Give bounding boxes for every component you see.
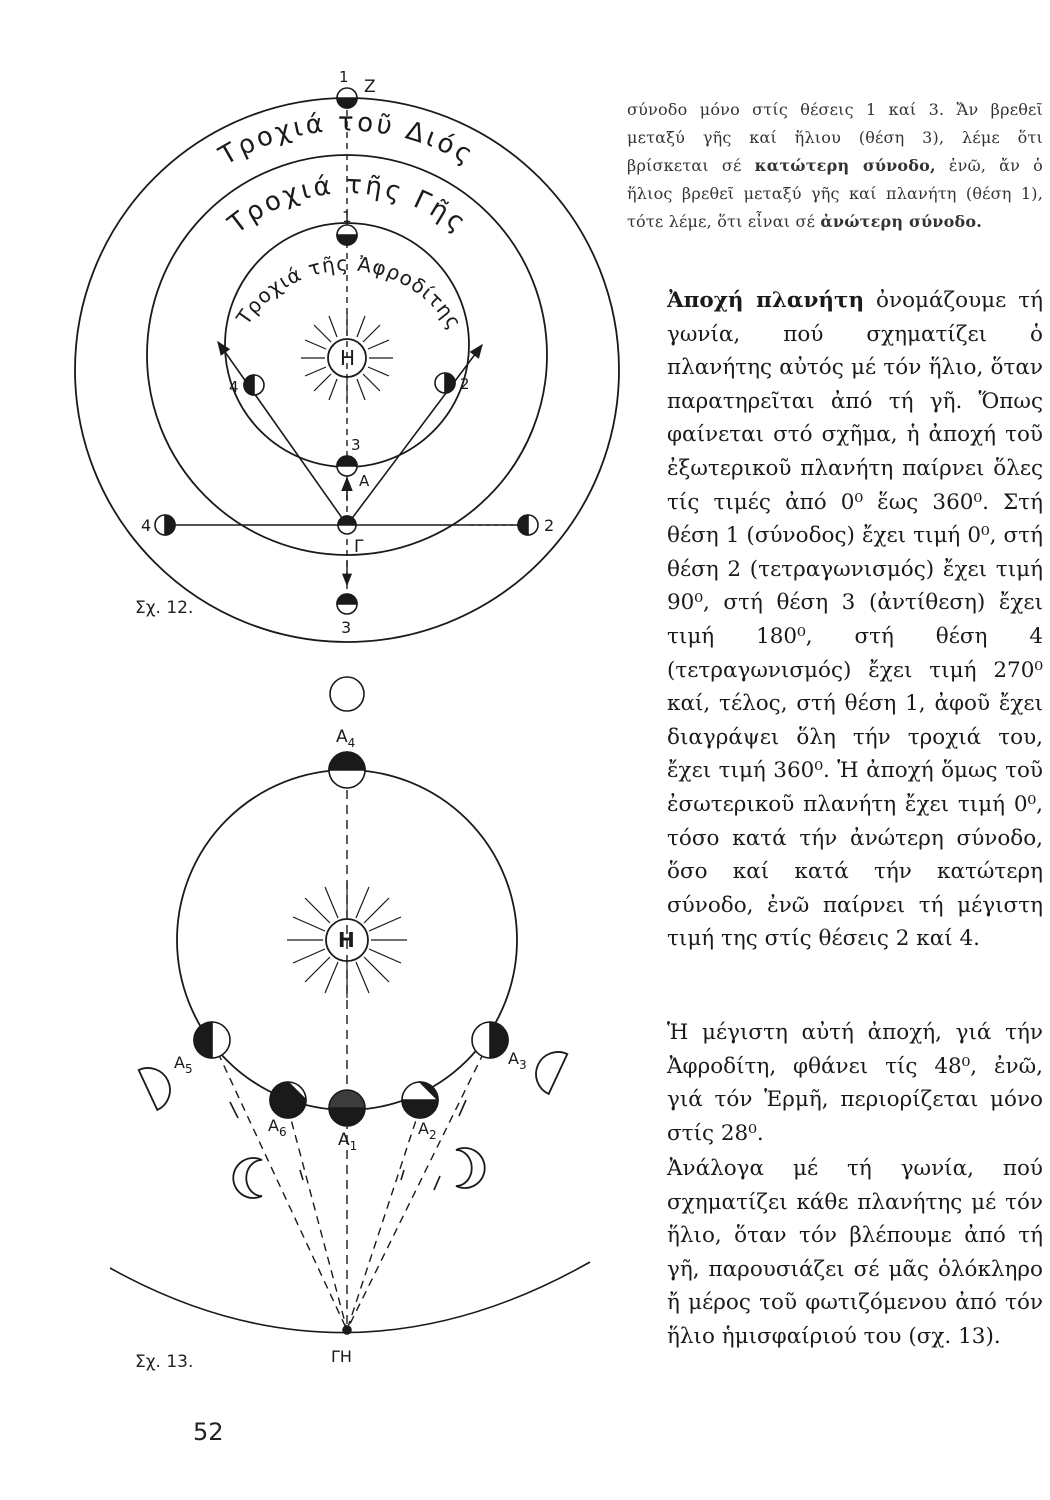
label-3-outer: 3 bbox=[341, 618, 352, 637]
earth-fig13 bbox=[343, 1326, 351, 1334]
phase-full-top bbox=[330, 677, 364, 711]
label-h-fig12: H bbox=[340, 346, 356, 370]
label-z: Z bbox=[364, 77, 376, 97]
label-2-inner: 2 bbox=[460, 375, 470, 393]
label-gh: ΓΗ bbox=[331, 1347, 352, 1366]
phase-crescent-left bbox=[233, 1158, 262, 1198]
paragraph-3: Ἡ μέγιστη αὐτή ἀποχή, γιά τήν Ἀφροδίτη, φθάνει τίς 48⁰, ἐνῶ, γιά τόν Ἑρμῆ, περιορίζεται μόνο στίς 28⁰. bbox=[667, 1020, 1043, 1146]
jupiter-pos-2 bbox=[518, 515, 538, 535]
label-4-inner: 4 bbox=[229, 378, 239, 396]
venus-pos-4 bbox=[244, 375, 264, 395]
label-1-top: 1 bbox=[339, 68, 349, 86]
phase-half-left bbox=[139, 1061, 178, 1110]
paragraph-1: σύνοδο μόνο στίς θέσεις 1 καί 3. Ἄν βρεθεῖ μεταξύ γῆς καί ἥλιου (θέση 3), λέμε ὅτι βρίσκεται σέ κατώτερη σύνοδο, ἐνῶ, ἄν ὁ ἥλιος βρεθεῖ μεταξύ γῆς καί πλανήτη (θέση 1), τότε λέμε, ὅτι εἶναι σέ ἀνώτερη σύνοδο. bbox=[627, 100, 1043, 231]
fig12-line-left bbox=[218, 342, 347, 525]
phase-crescent-right bbox=[456, 1148, 485, 1188]
jupiter-pos-1 bbox=[337, 88, 357, 108]
label-a: A bbox=[359, 472, 370, 490]
label-4-outer: 4 bbox=[141, 516, 152, 535]
paragraph-4: Ἀνάλογα μέ τή γωνία, πού σχηματίζει κάθε πλανήτης μέ τόν ἥλιο, ὅταν τόν βλέπουμε ἀπό τή γῆ, παρουσιάζει σέ μᾶς ὁλόκληρο ἤ μέρος τοῦ φωτιζόμενου ἀπό τόν ἥλιο ἡμισφαίριού του (σχ. 13). bbox=[667, 1156, 1043, 1349]
venus-a6 bbox=[270, 1082, 306, 1118]
venus-a3 bbox=[472, 1022, 508, 1058]
label-1-inner: 1 bbox=[342, 208, 352, 226]
label-a6: $A_6$ bbox=[268, 1116, 287, 1139]
label-a1: $A_1$ bbox=[338, 1130, 358, 1153]
paragraph-2: Ἀποχή πλανήτη ὀνομάζουμε τή γωνία, πού σχηματίζει ὁ πλανήτης αὐτός μέ τόν ἥλιο, ὅταν παρατηρεῖται ἀπό τή γῆ. Ὅπως φαίνεται στό σχῆμα, ἡ ἀποχή τοῦ ἐξωτερικοῦ πλανήτη παίρνει ὅλες τίς τιμές ἀπό 0⁰ ἕως 360⁰. Στή θέση 1 (σύνοδος) ἔχει τιμή 0⁰, στή θέση 2 (τετραγωνισμός) ἔχει τιμή 90⁰, στή θέση 3 (ἀντίθεση) ἔχει τιμή 180⁰, στή θέση 4 (τετραγωνισμός) ἔχει τιμή 270⁰ καί, τέλος, στή θέση 1, ἀφοῦ ἔχει διαγράψει ὅλη τήν τροχιά του, ἔχει τιμή 360⁰. Ἡ ἀποχή ὅμως τοῦ ἐσωτερικοῦ πλανήτη ἔχει τιμή 0⁰, τόσο κατά τήν ἀνώτερη σύνοδο, ὅσο καί κατά τήν κατώτερη σύνοδο, ἐνῶ παίρνει τή μέγιστη τιμή της στίς θέσεις 2 καί 4. bbox=[667, 288, 1043, 952]
fig12-line-right bbox=[347, 345, 482, 525]
jupiter-pos-3 bbox=[337, 594, 357, 614]
jupiter-pos-4 bbox=[155, 515, 175, 535]
venus-a2 bbox=[402, 1082, 438, 1118]
term-elongation: Ἀποχή πλανήτη bbox=[667, 288, 865, 313]
caption-fig12: Σχ. 12. bbox=[135, 598, 194, 618]
label-h-fig13: H bbox=[338, 928, 355, 952]
venus-a4 bbox=[329, 752, 365, 788]
label-3-inner: 3 bbox=[351, 436, 361, 454]
label-a2: $A_2$ bbox=[418, 1119, 437, 1142]
label-a5: $A_5$ bbox=[174, 1053, 193, 1076]
venus-pos-2 bbox=[435, 373, 455, 393]
venus-pos-1 bbox=[337, 225, 357, 245]
venus-a5 bbox=[194, 1022, 230, 1058]
label-g: Γ bbox=[354, 537, 364, 557]
label-a3: $A_3$ bbox=[508, 1049, 527, 1072]
venus-a1 bbox=[329, 1090, 365, 1126]
page-number: 52 bbox=[193, 1418, 224, 1446]
caption-fig13: Σχ. 13. bbox=[135, 1352, 194, 1372]
label-orbit-venus: Τροχιά τῆς Ἀφροδίτης bbox=[231, 251, 467, 334]
label-2-outer: 2 bbox=[544, 516, 555, 535]
venus-pos-3 bbox=[337, 456, 357, 476]
label-a4: $A_4$ bbox=[336, 727, 356, 750]
phase-half-right bbox=[529, 1045, 568, 1094]
earth bbox=[338, 516, 356, 534]
label-orbit-earth: Τροχιά τῆς Γῆς bbox=[222, 170, 474, 240]
label-orbit-jupiter: Τροχιά τοῦ Διός bbox=[214, 107, 480, 172]
